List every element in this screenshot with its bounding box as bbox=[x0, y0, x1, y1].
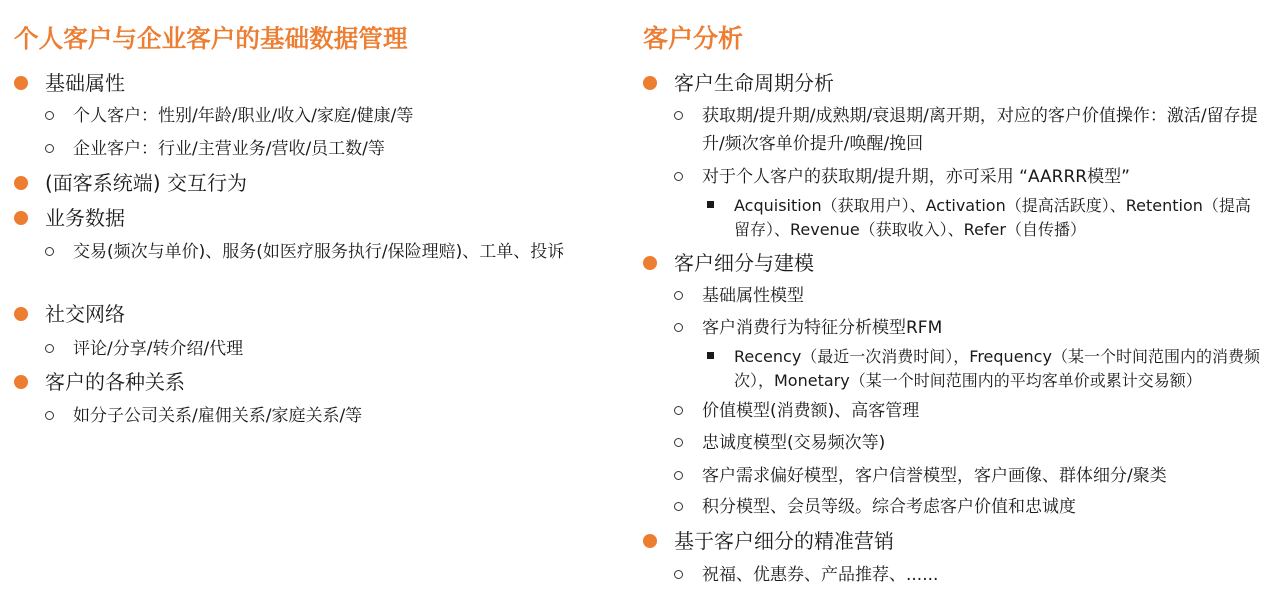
bullet-circle-icon bbox=[674, 471, 683, 480]
bullet-circle-icon bbox=[674, 438, 683, 447]
list-item bbox=[14, 369, 655, 395]
left-title: 个人客户与企业客户的基础数据管理 bbox=[14, 24, 408, 53]
list-item-label: 忠诚度模型(交易频次等) bbox=[702, 433, 886, 453]
list-item bbox=[14, 335, 624, 363]
bullet-dot-icon bbox=[643, 534, 657, 548]
bullet-dot-icon bbox=[14, 375, 28, 389]
list-item-label: 祝福、优惠券、产品推荐、...... bbox=[702, 565, 939, 585]
bullet-dot-icon bbox=[14, 76, 28, 90]
list-item-label: 社交网络 bbox=[45, 302, 125, 326]
list-item-label: 价值模型(消费额)、高客管理 bbox=[702, 401, 920, 421]
list-item bbox=[643, 163, 1263, 191]
list-item-label: 基于客户细分的精准营销 bbox=[674, 529, 894, 553]
list-item bbox=[14, 205, 655, 231]
list-item-label: 积分模型、会员等级。综合考虑客户价值和忠诚度 bbox=[702, 497, 1076, 517]
list-item bbox=[643, 70, 1268, 96]
list-item bbox=[643, 528, 1268, 554]
list-item-label: 客户生命周期分析 bbox=[674, 71, 834, 95]
list-item-label: 个人客户：性别/年龄/职业/收入/家庭/健康/等 bbox=[73, 106, 414, 126]
list-item bbox=[643, 493, 1263, 521]
list-item-label: 对于个人客户的获取期/提升期，亦可采用 “AARRR模型” bbox=[702, 167, 1130, 187]
bullet-circle-icon bbox=[45, 411, 54, 420]
list-item-label: 客户需求偏好模型，客户信誉模型，客户画像、群体细分/聚类 bbox=[702, 466, 1167, 486]
list-item-label: 评论/分享/转介绍/代理 bbox=[73, 339, 244, 359]
list-item bbox=[643, 194, 1263, 242]
bullet-circle-icon bbox=[674, 172, 683, 181]
bullet-circle-icon bbox=[45, 144, 54, 153]
list-item bbox=[14, 102, 624, 130]
list-item bbox=[643, 429, 1263, 457]
list-item-label: 客户细分与建模 bbox=[674, 251, 814, 275]
list-item bbox=[14, 301, 655, 327]
bullet-circle-icon bbox=[45, 247, 54, 256]
bullet-circle-icon bbox=[45, 111, 54, 120]
bullet-circle-icon bbox=[674, 502, 683, 511]
list-item bbox=[643, 102, 1263, 158]
list-item-label: 客户的各种关系 bbox=[45, 370, 185, 394]
list-item-label: 基础属性模型 bbox=[702, 286, 804, 306]
list-item-label: 客户消费行为特征分析模型RFM bbox=[702, 318, 943, 338]
bullet-dot-icon bbox=[14, 307, 28, 321]
list-item bbox=[14, 238, 624, 266]
bullet-dot-icon bbox=[14, 176, 28, 190]
bullet-dot-icon bbox=[14, 211, 28, 225]
bullet-dot-icon bbox=[643, 256, 657, 270]
list-item-label: 业务数据 bbox=[45, 206, 125, 230]
list-item-label: 获取期/提升期/成熟期/衰退期/离开期，对应的客户价值操作：激活/留存提升/频次客单价提升/唤醒/挽回 bbox=[702, 106, 1258, 154]
list-item-label: 基础属性 bbox=[45, 71, 125, 95]
bullet-circle-icon bbox=[45, 344, 54, 353]
bullet-circle-icon bbox=[674, 291, 683, 300]
list-item bbox=[643, 462, 1263, 490]
bullet-dot-icon bbox=[643, 76, 657, 90]
list-item bbox=[14, 402, 624, 430]
list-item-label: Acquisition（获取用户）、Activation（提高活跃度）、Retention（提高留存）、Revenue（获取收入）、Refer（自传播） bbox=[734, 196, 1251, 239]
bullet-circle-icon bbox=[674, 111, 683, 120]
list-item-label: Recency（最近一次消费时间），Frequency（某一个时间范围内的消费频次），Monetary（某一个时间范围内的平均客单价或累计交易额） bbox=[734, 347, 1260, 390]
list-item bbox=[643, 345, 1263, 393]
bullet-circle-icon bbox=[674, 323, 683, 332]
list-item bbox=[643, 250, 1268, 276]
right-title: 客户分析 bbox=[643, 24, 744, 53]
list-item-label: 如分子公司关系/雇佣关系/家庭关系/等 bbox=[73, 406, 363, 426]
list-item bbox=[14, 70, 655, 96]
list-item bbox=[643, 282, 1263, 310]
list-item bbox=[14, 170, 655, 196]
bullet-circle-icon bbox=[674, 406, 683, 415]
list-item-label: (面客系统端) 交互行为 bbox=[45, 171, 247, 195]
bullet-square-icon bbox=[707, 201, 714, 208]
list-item bbox=[643, 314, 1263, 342]
list-item-label: 企业客户：行业/主营业务/营收/员工数/等 bbox=[73, 139, 385, 159]
bullet-square-icon bbox=[707, 352, 714, 359]
bullet-circle-icon bbox=[674, 570, 683, 579]
list-item-label: 交易(频次与单价)、服务(如医疗服务执行/保险理赔)、工单、投诉 bbox=[73, 242, 565, 262]
list-item bbox=[643, 397, 1263, 425]
list-item bbox=[643, 561, 1263, 589]
list-item bbox=[14, 135, 624, 163]
